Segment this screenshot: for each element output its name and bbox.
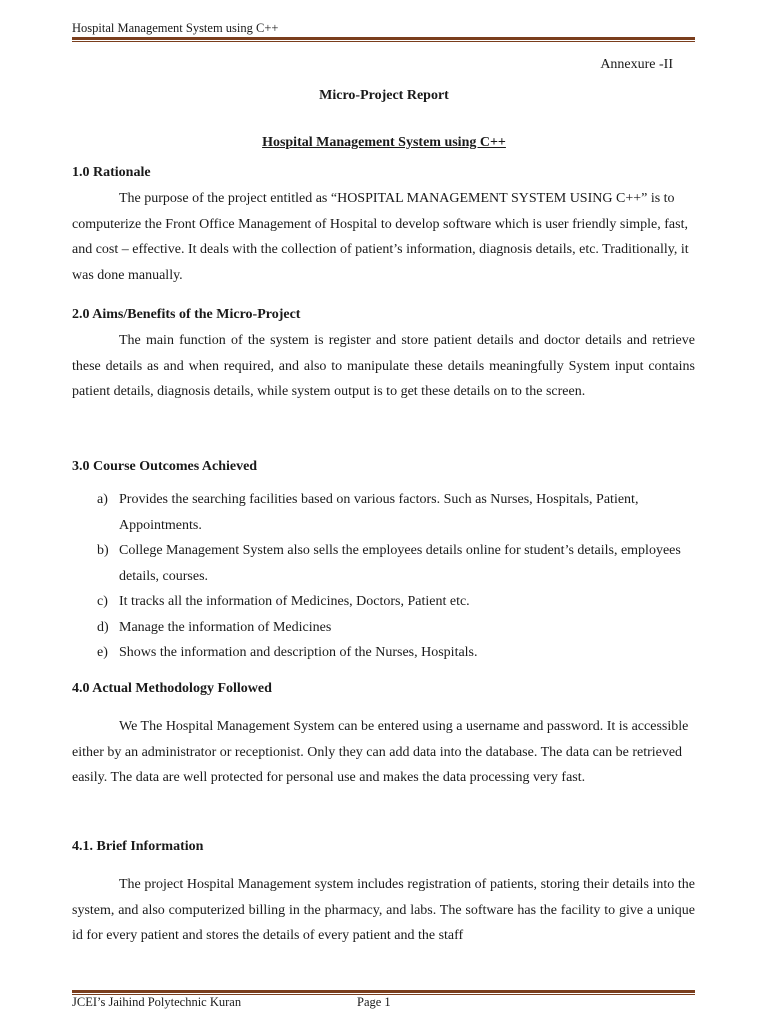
section-text-methodology: We The Hospital Management System can be entered using a username and password. It is accessible either by an administrator or receptionist. Only they can add data into the database. The data can be retrieved easily. The data are well protected for personal use and makes the data processing very fast. [72, 719, 689, 785]
section-heading-aims: 2.0 Aims/Benefits of the Micro-Project [72, 307, 301, 322]
section-heading-rationale: 1.0 Rationale [72, 165, 151, 180]
list-item [72, 538, 695, 589]
list-item [72, 487, 695, 538]
list-item-text: Shows the information and description of the Nurses, Hospitals. [119, 645, 478, 660]
section-heading-methodology: 4.0 Actual Methodology Followed [72, 681, 272, 696]
list-item-text: It tracks all the information of Medicines, Doctors, Patient etc. [119, 594, 470, 609]
section-heading-brief: 4.1. Brief Information [72, 839, 204, 854]
list-marker: a) [97, 492, 108, 507]
section-heading-outcomes: 3.0 Course Outcomes Achieved [72, 459, 258, 474]
running-header: Hospital Management System using C++ [72, 21, 279, 35]
list-marker: e) [97, 645, 108, 660]
header-rule [72, 37, 695, 42]
list-item-text: Provides the searching facilities based on various factors. Such as Nurses, Hospitals, Patient, Appointments. [119, 492, 639, 533]
footer-page-number: Page 1 [357, 995, 391, 1009]
annexure-label: Annexure -II [600, 57, 673, 72]
project-title-text: Hospital Management System using C++ [262, 135, 506, 150]
project-title [0, 135, 768, 151]
section-text-brief: The project Hospital Management system includes registration of patients, storing their details into the system, and also computerized billing in the pharmacy, and labs. The software has the facility to give a unique id for every patient and stores the details of every patient and the staff [72, 877, 695, 943]
list-marker: b) [97, 543, 109, 558]
list-item [72, 640, 695, 666]
report-title: Micro-Project Report [319, 88, 449, 103]
list-item [72, 589, 695, 615]
list-item-text: College Management System also sells the employees details online for student’s details, employees details, courses. [119, 543, 681, 584]
section-text-aims: The main function of the system is register and store patient details and doctor details and retrieve these details as and when required, and also to manipulate these details meaningfully System input contains patient details, diagnosis details, while system output is to get these details on to the screen. [72, 333, 695, 399]
list-marker: c) [97, 594, 108, 609]
outcomes-list [72, 487, 695, 666]
footer-institution: JCEI’s Jaihind Polytechnic Kuran [72, 995, 242, 1009]
list-marker: d) [97, 619, 109, 635]
list-item [72, 615, 695, 641]
section-text-rationale: The purpose of the project entitled as “HOSPITAL MANAGEMENT SYSTEM USING C++” is to computerize the Front Office Management of Hospital to develop software which is user friendly simple, fast, and cost – effective. It deals with the collection of patient’s information, diagnosis details, etc. Traditionally, it was done manually. [72, 191, 689, 283]
list-item-text: Manage the information of Medicines [119, 619, 332, 635]
